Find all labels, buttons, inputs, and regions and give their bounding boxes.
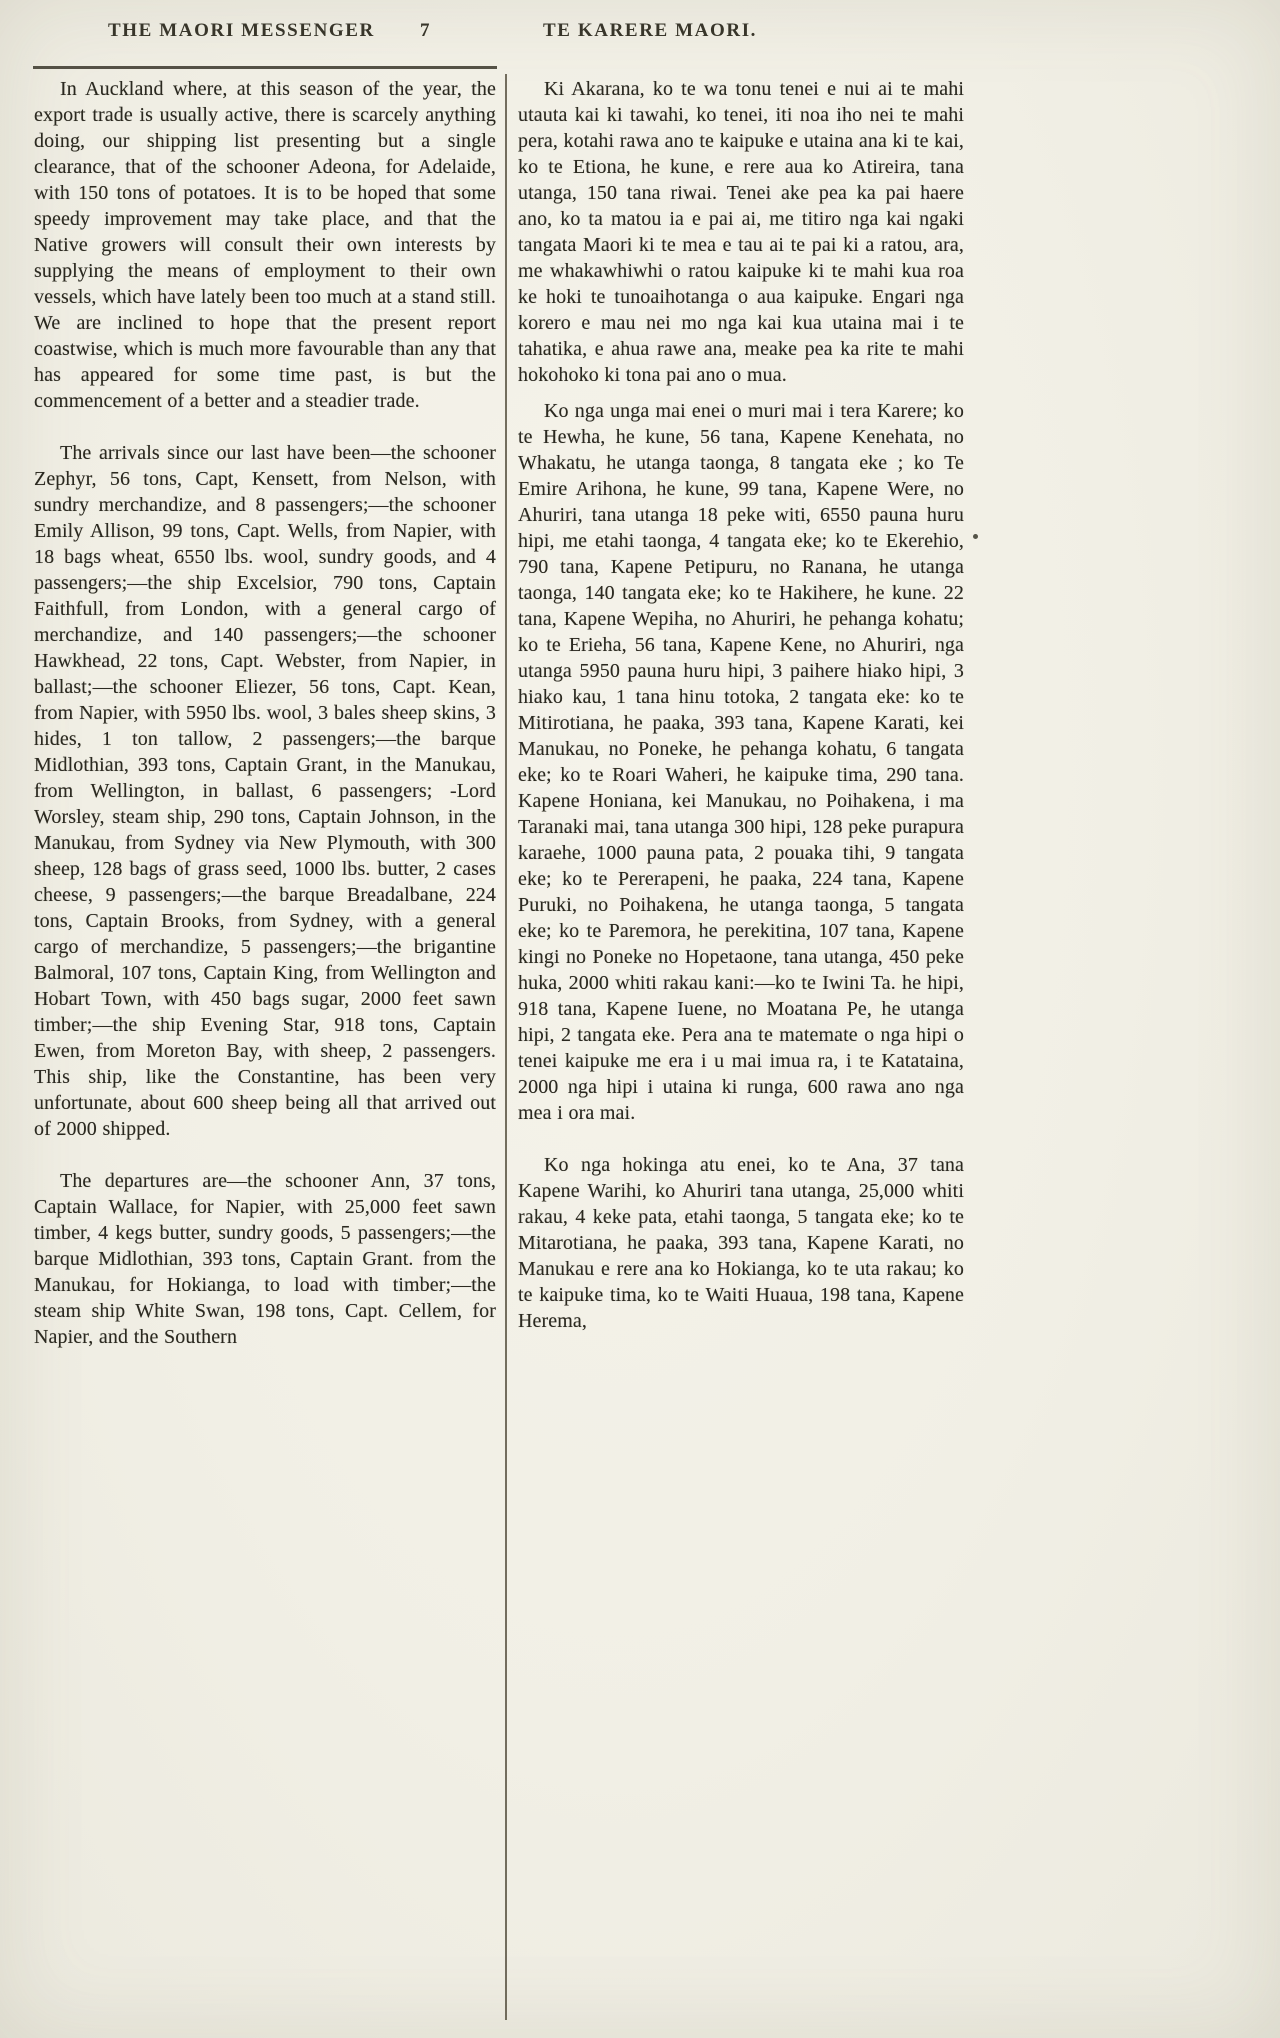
english-paragraph-1: In Auckland where, at this season of the year, the export trade is usually active, there is scarcely anything doing, our shipping list presenting but a single clearance, that of the schooner Adeona, for Adelaide, with 150 tons of potatoes. It is to be hoped that some speedy improvement may take place, and that the Native growers will consult their own interests by supplying the means of employment to their own vessels, which have lately been too much at a stand still. We are inclined to hope that the present report coastwise, which is much more favourable than any that has appeared for some time past, is but the commencement of a better and a steadier trade. <box>34 78 496 412</box>
maori-paragraph-1: Ki Akarana, ko te wa tonu tenei e nui ai te mahi utauta kai ki tawahi, ko tenei, iti noa iho nei te mahi pera, kotahi rawa ano te kaipuke e utaina ana ki te kai, ko te Etiona, he kune, e rere aua ko Atireira, tana utanga, 150 tana riwai. Tenei ake pea ka pai haere ano, ko ta matou ia e pai ai, me titiro nga kai ngaki tangata Maori ki te mea e tau ai te pai ki a ratou, ara, me whakawhiwhi o ratou kaipuke ki te mahi kua roa ke hoki te tunoaihotanga o aua kaipuke. Engari nga korero e mau nei mo nga kai kua utaina mai i te tahatika, e ahua rawe ana, meake pea ka rite te mahi hokohoko ki tona pai ano o mua. <box>518 78 964 386</box>
ink-speck <box>973 534 978 539</box>
maori-paragraph-2: Ko nga unga mai enei o muri mai i tera Karere; ko te Hewha, he kune, 56 tana, Kapene Kenehata, no Whakatu, he utanga taonga, 8 tangata eke ; ko Te Emire Arihona, he kune, 99 tana, Kapene Were, no Ahuriri, tana utanga 18 peke witi, 6550 pauna huru hipi, me etahi taonga, 4 tangata eke; ko te Ekerehio, 790 tana, Kapene Petipuru, no Ranana, he utanga taonga, 140 tangata eke; ko te Hakihere, he kune. 22 tana, Kapene Wepiha, no Ahuriri, he pehanga kohatu; ko te Erieha, 56 tana, Kapene Kene, no Ahuriri, nga utanga 5950 pauna huru hipi, 3 paihere hiako hipi, 3 hiako kau, 1 tana hinu totoka, 2 tangata eke: ko te Mitirotiana, he paaka, 393 tana, Kapene Karati, kei Manukau, no Poneke, he pehanga kohatu, 6 tangata eke; ko te Roari Waheri, he kaipuke tima, 290 tana. Kapene Honiana, kei Manukau, no Poihakena, i ma Taranaki mai, tana utanga 300 hipi, 128 peke purapura karaehe, 1000 pauna pata, 2 pouaka tihi, 9 tangata eke; ko te Pererapeni, he paaka, 224 tana, Kapene Puruki, no Poihakena, he utanga taonga, 5 tangata eke; ko te Paremora, he perekitina, 107 tana, Kapene kingi no Poneke no Hopetaone, tana utanga, 450 peke huka, 2000 whiti rakau kani:—ko te Iwini Ta. he hipi, 918 tana, Kapene Iuene, no Moatana Pe, he utanga hipi, 2 tangata eke. Pera ana te matemate o nga hipi o tenei kaipuke me era i u mai imua ra, i te Katataina, 2000 nga hipi i utaina ki runga, 600 rawa ano nga mea i ora mai. <box>518 400 964 1124</box>
english-paragraph-3: The departures are—the schooner Ann, 37 tons, Captain Wallace, for Napier, with 25,000 feet sawn timber, 4 kegs butter, sundry goods, 5 passengers;—the barque Midlothian, 393 tons, Captain Grant. from the Manukau, for Hokianga, to load with timber;—the steam ship White Swan, 198 tons, Capt. Cellem, for Napier, and the Southern <box>34 1170 496 1348</box>
header-right-title: TE KARERE MAORI. <box>543 20 758 41</box>
header-rule <box>33 66 497 69</box>
maori-column <box>518 76 964 1334</box>
maori-paragraph-3: Ko nga hokinga atu enei, ko te Ana, 37 tana Kapene Warihi, ko Ahuriri tana utanga, 25,000 whiti rakau, 4 keke pata, etahi taonga, 5 tangata eke; ko te Mitarotiana, he paaka, 393 tana, Kapene Karati, no Manukau e rere ana ko Hokianga, ko te uta rakau; ko te kaipuke tima, ko te Waiti Huaua, 198 tana, Kapene Herema, <box>518 1154 964 1332</box>
column-divider <box>505 74 507 2020</box>
header-left-title: THE MAORI MESSENGER <box>108 20 375 41</box>
english-paragraph-2: The arrivals since our last have been—the schooner Zephyr, 56 tons, Capt, Kensett, from Nelson, with sundry merchandize, and 8 passengers;—the schooner Emily Allison, 99 tons, Capt. Wells, from Napier, with 18 bags wheat, 6550 lbs. wool, sundry goods, and 4 passengers;—the ship Excelsior, 790 tons, Captain Faithfull, from London, with a general cargo of merchandize, and 140 passengers;—the schooner Hawkhead, 22 tons, Capt. Webster, from Napier, in ballast;—the schooner Eliezer, 56 tons, Capt. Kean, from Napier, with 5950 lbs. wool, 3 bales sheep skins, 3 hides, 1 ton tallow, 2 passengers;—the barque Midlothian, 393 tons, Captain Grant, in the Manukau, from Wellington, in ballast, 6 passengers; -Lord Worsley, steam ship, 290 tons, Captain Johnson, in the Manukau, from Sydney via New Plymouth, with 300 sheep, 128 bags of grass seed, 1000 lbs. butter, 2 cases cheese, 9 passengers;—the barque Breadalbane, 224 tons, Captain Brooks, from Sydney, with a general cargo of merchandize, 5 passengers;—the brigantine Balmoral, 107 tons, Captain King, from Wellington and Hobart Town, with 450 bags sugar, 2000 feet sawn timber;—the ship Evening Star, 918 tons, Captain Ewen, from Moreton Bay, with sheep, 2 passengers. This ship, like the Constantine, has been very unfortunate, about 600 sheep being all that arrived out of 2000 shipped. <box>34 442 496 1140</box>
page-number: 7 <box>420 20 430 41</box>
english-column <box>34 76 496 1350</box>
